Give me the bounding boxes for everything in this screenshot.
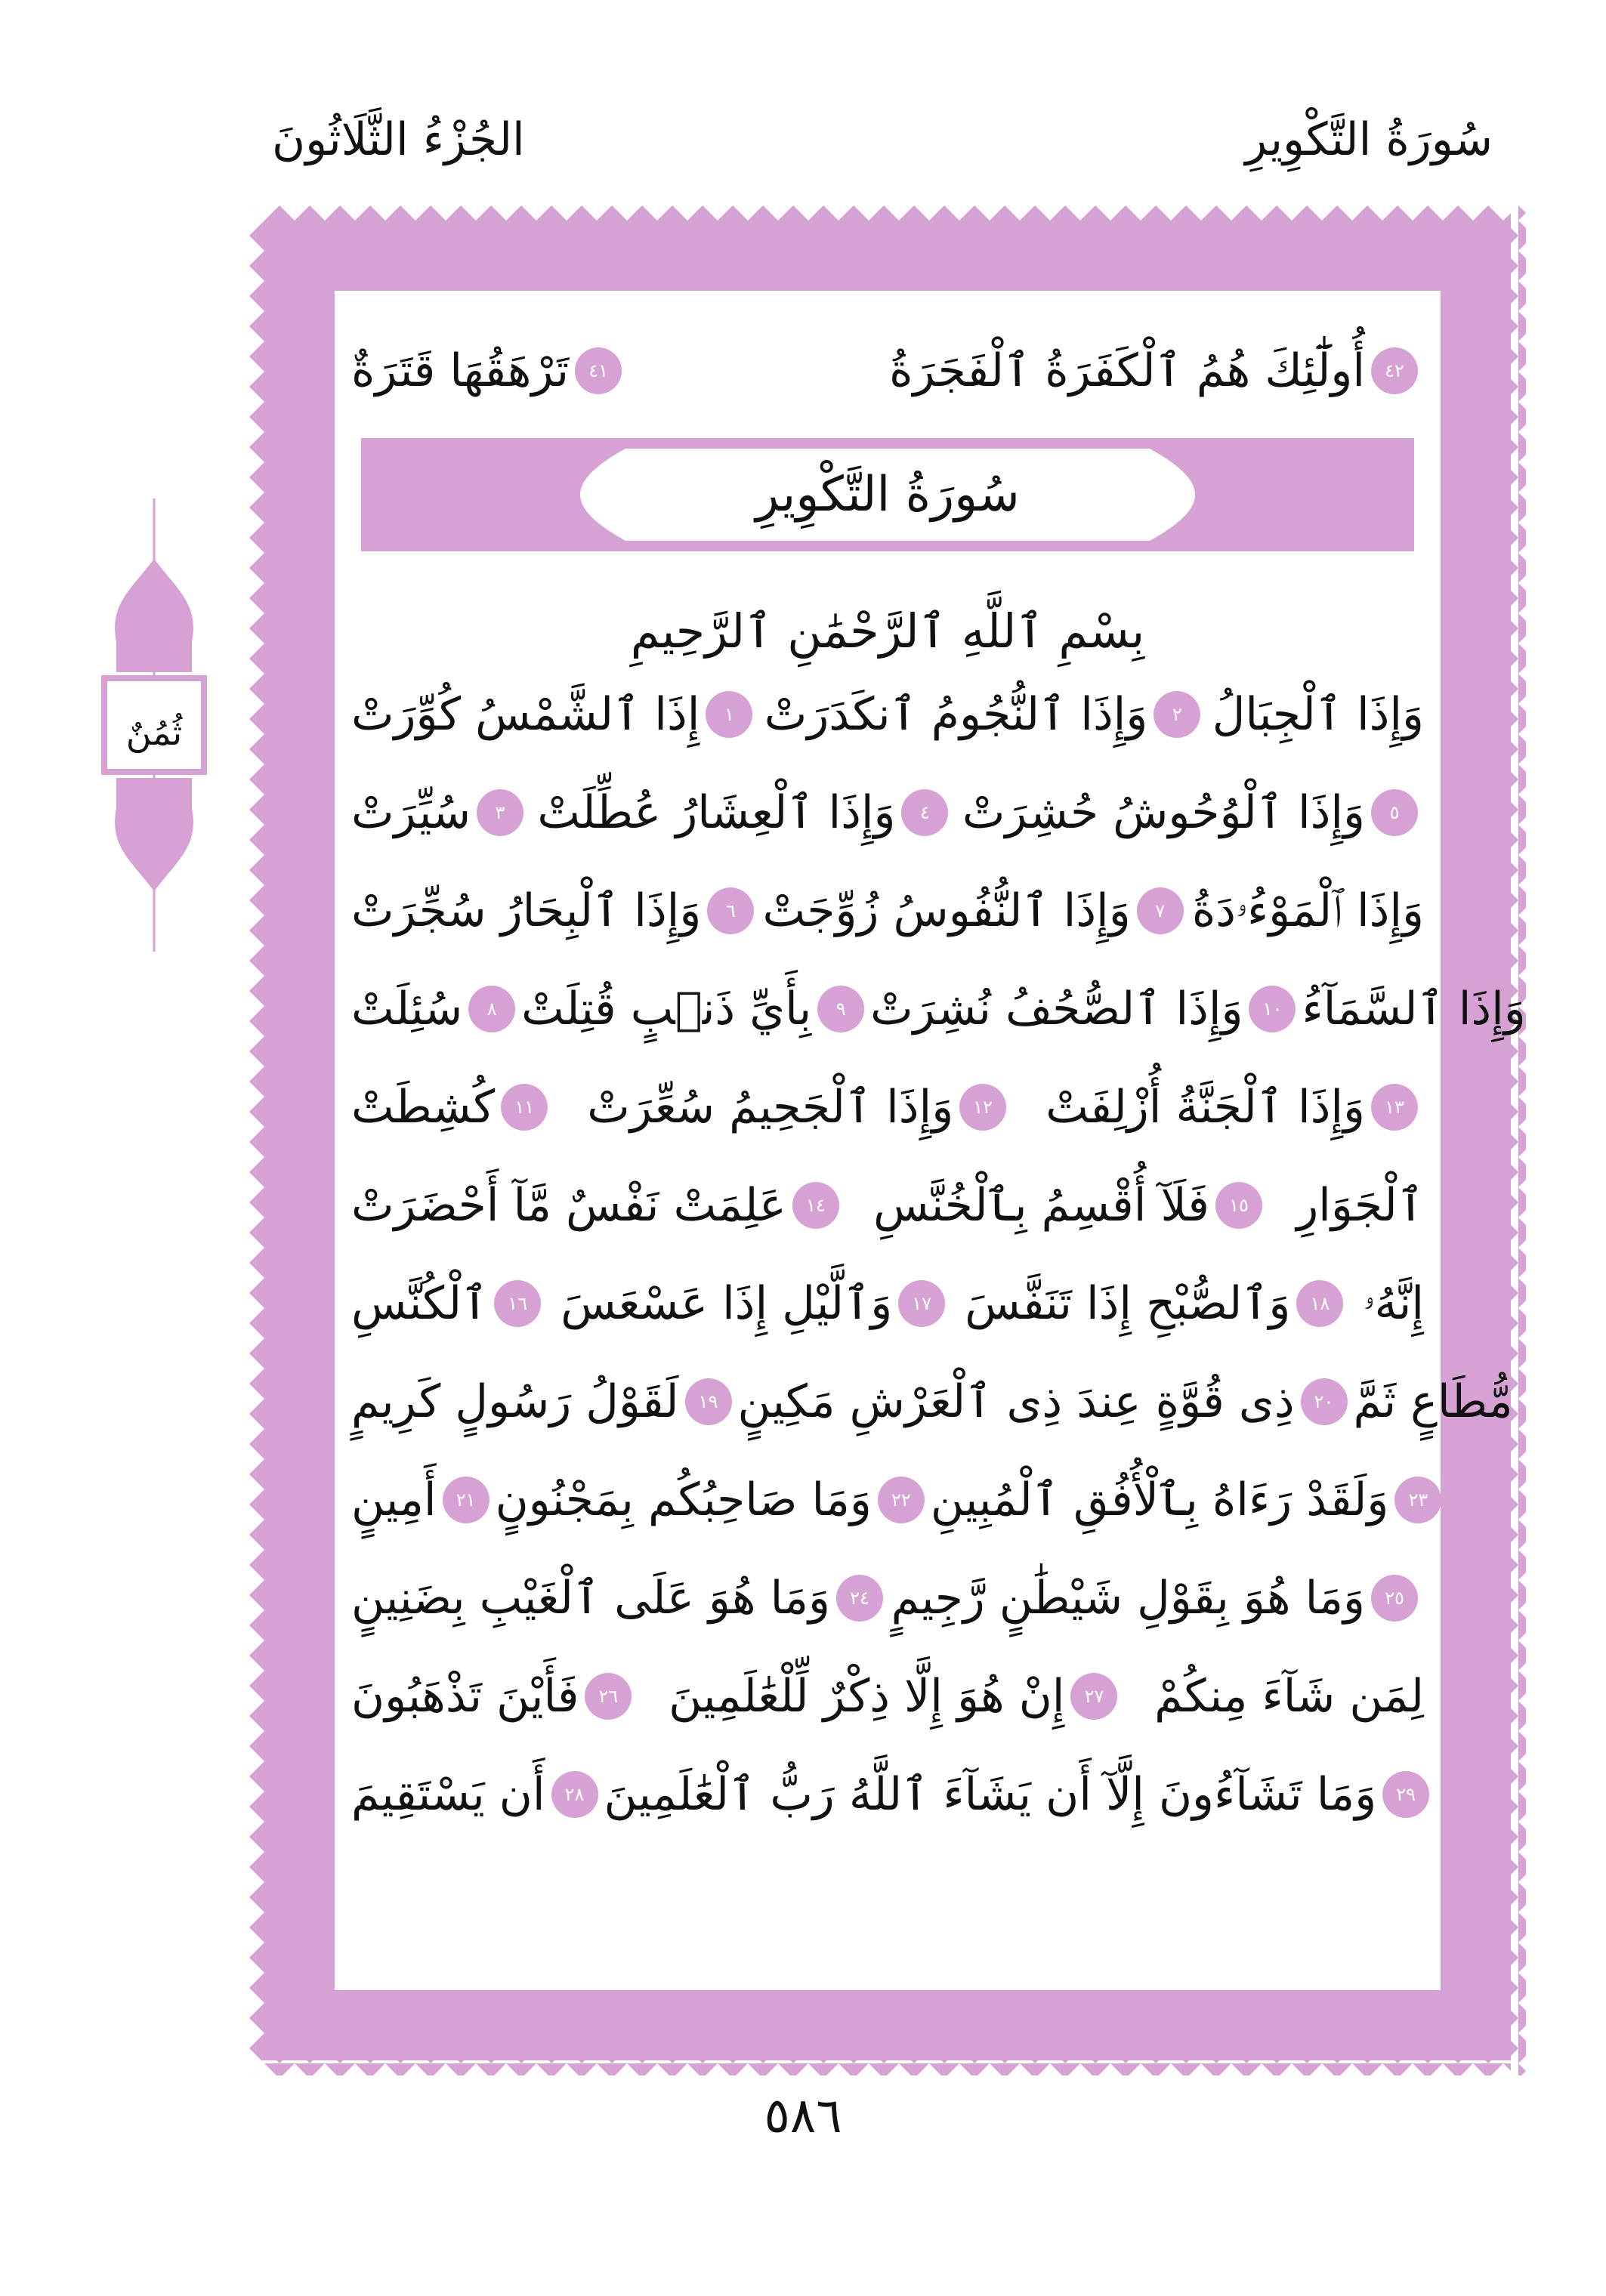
verse-segment (351, 1572, 889, 1625)
ayah-number-marker: ١٣ (1371, 1084, 1418, 1131)
ayah-number-marker: ٢١ (443, 1477, 490, 1523)
verse-segment (738, 1375, 1354, 1428)
verse-text: وَإِذَا ٱلْبِحَارُ سُجِّرَتْ (351, 884, 702, 937)
verse-segment (962, 786, 1424, 839)
verse-segment (351, 1474, 496, 1526)
ayah-number-marker: ٧ (1137, 887, 1184, 934)
ayah-number-marker: ١٦ (494, 1280, 541, 1327)
verse-text: وَإِذَا ٱلسَّمَآءُ (1302, 983, 1526, 1035)
verse-text: وَإِذَا ٱلْمَوْءُۥدَةُ (1191, 884, 1424, 937)
verse-text: سُيِّرَتْ (351, 786, 471, 839)
verse-text: مُّطَاعٍ ثَمَّ (1353, 1375, 1513, 1428)
verse-text: وَٱلصُّبْحِ إِذَا تَنَفَّسَ (965, 1277, 1291, 1330)
verse-text: وَإِذَا ٱلنُّجُومُ ٱنكَدَرَتْ (764, 688, 1148, 741)
verse-text: أُولَٰٓئِكَ هُمُ ٱلْكَفَرَةُ ٱلْفَجَرَةُ (889, 344, 1365, 397)
verse-segment (351, 688, 758, 741)
verse-line (351, 672, 1424, 757)
ayah-number-marker: ٢٩ (1382, 1771, 1429, 1818)
verse-text: لِمَن شَآءَ مِنكُمْ (1154, 1670, 1424, 1723)
top-line (351, 329, 1424, 413)
ayah-number-marker: ١٩ (685, 1378, 732, 1425)
verse-segment (1354, 1375, 1513, 1428)
verse-text: وَمَا هُوَ بِقَوْلِ شَيْطَٰنٍ رَّجِيمٍ (891, 1572, 1365, 1625)
verse-line (351, 1261, 1424, 1346)
verse-segment (521, 983, 870, 1035)
verse-text: تَرْهَقُهَا قَتَرَةٌ (351, 344, 570, 397)
verse-text: وَإِذَا ٱلْجَنَّةُ أُزْلِفَتْ (1045, 1081, 1365, 1134)
verse-text: سُئِلَتْ (351, 983, 463, 1035)
ayah-number-marker: ١٨ (1296, 1280, 1343, 1327)
verse-segment (351, 1277, 547, 1330)
surah-title: سُورَةُ التَّكْوِيرِ (755, 467, 1020, 523)
verse-segment (351, 884, 760, 937)
verse-text: إِنْ هُوَ إِلَّا ذِكْرٌ لِّلْعَٰلَمِينَ (669, 1670, 1065, 1723)
ayah-number-marker: ١٥ (1215, 1182, 1262, 1229)
ayah-number-marker: ١١ (501, 1084, 548, 1131)
verse-line (351, 869, 1424, 953)
verse-segment (889, 344, 1424, 397)
verse-segment (1154, 1670, 1424, 1723)
ayah-number-marker: ٩ (817, 986, 864, 1032)
verse-text: وَمَا تَشَآءُونَ إِلَّآ أَن يَشَآءَ ٱللَّهُ رَبُّ ٱلْعَٰلَمِينَ (604, 1768, 1377, 1821)
ayah-number-marker: ٢٢ (878, 1477, 925, 1523)
verse-text: وَإِذَا ٱلْجَحِيمُ سُعِّرَتْ (587, 1081, 954, 1134)
ayah-number-marker: ٢٧ (1070, 1673, 1117, 1720)
verse-line (351, 1654, 1424, 1739)
ayah-number-marker: ٦ (707, 887, 754, 934)
verse-text: ٱلْجَوَارِ (1296, 1179, 1424, 1232)
verse-text: لَقَوْلُ رَسُولٍ كَرِيمٍ (351, 1375, 679, 1428)
verse-text: وَمَا هُوَ عَلَى ٱلْغَيْبِ بِضَنِينٍ (351, 1572, 831, 1625)
header-surah-name: سُورَةُ التَّكْوِيرِ (1245, 113, 1493, 166)
ayah-number-marker: ٢٤ (836, 1575, 883, 1622)
ayah-number-marker: ٤١ (575, 347, 622, 394)
verse-text: إِنَّهُۥ (1363, 1277, 1424, 1330)
header-juz-name: الجُزْءُ الثَّلَاثُونَ (272, 113, 525, 166)
verse-segment (873, 1179, 1268, 1232)
verse-text: ذِى قُوَّةٍ عِندَ ذِى ٱلْعَرْشِ مَكِينٍ (737, 1375, 1295, 1428)
verse-text: وَإِذَا ٱلْجِبَالُ (1212, 688, 1424, 741)
ayah-number-marker: ٣ (477, 789, 523, 836)
ayah-number-marker: ٢٦ (585, 1673, 632, 1720)
verse-segment (931, 1474, 1447, 1526)
page-number: ٥٨٦ (764, 2088, 842, 2144)
verse-text: فَلَآ أُقْسِمُ بِٱلْخُنَّسِ (873, 1179, 1209, 1232)
verse-line (351, 967, 1526, 1051)
verse-segment (351, 1179, 845, 1232)
verse-text: وَإِذَا ٱلصُّحُفُ نُشِرَتْ (870, 983, 1243, 1035)
verse-segment (1363, 1277, 1424, 1330)
verse-line (351, 1065, 1424, 1150)
verse-text: فَأَيْنَ تَذْهَبُونَ (351, 1670, 579, 1723)
verse-segment (496, 1474, 931, 1526)
verse-segment (561, 1277, 951, 1330)
verse-text: وَإِذَا ٱلْوُحُوشُ حُشِرَتْ (962, 786, 1365, 839)
verse-text: عَلِمَتْ نَفْسٌ مَّآ أَحْضَرَتْ (351, 1179, 786, 1232)
ayah-number-marker: ٢٠ (1301, 1378, 1348, 1425)
ayah-number-marker: ٢ (1154, 691, 1200, 738)
verse-segment (891, 1572, 1424, 1625)
verse-segment (351, 1670, 638, 1723)
verse-text: وَإِذَا ٱلنُّفُوسُ زُوِّجَتْ (762, 884, 1131, 937)
verse-segment (1045, 1081, 1424, 1134)
verse-segment (870, 983, 1302, 1035)
verse-segment (351, 344, 628, 397)
verse-text: وَمَا صَاحِبُكُم بِمَجْنُونٍ (495, 1474, 872, 1526)
ayah-number-marker: ٢٣ (1394, 1477, 1441, 1523)
verse-text: أَمِينٍ (351, 1474, 437, 1526)
surah-title-banner (361, 438, 1414, 551)
verse-segment (1302, 983, 1525, 1035)
verse-line (351, 770, 1424, 855)
ayah-number-marker: ٤٢ (1371, 347, 1418, 394)
verse-text: وَٱلَّيْلِ إِذَا عَسْعَسَ (561, 1277, 893, 1330)
verse-segment (587, 1081, 1012, 1134)
ayah-number-marker: ٢٨ (551, 1771, 598, 1818)
verse-segment (1192, 884, 1424, 937)
verse-segment (762, 884, 1189, 937)
margin-marker-label: ثُمُنٌ (125, 712, 183, 753)
verse-segment (669, 1670, 1123, 1723)
basmala: بِسْمِ ٱللَّهِ ٱلرَّحْمَٰنِ ٱلرَّحِيمِ (630, 603, 1145, 659)
verse-text: بِأَيِّ ذَنۢبٍ قُتِلَتْ (521, 983, 812, 1035)
verse-segment (351, 1081, 554, 1134)
verse-text: وَإِذَا ٱلْعِشَارُ عُطِّلَتْ (537, 786, 896, 839)
verse-text: كُشِطَتْ (351, 1081, 496, 1134)
verse-text: أَن يَسْتَقِيمَ (351, 1768, 545, 1821)
verse-text: ٱلْكُنَّسِ (351, 1277, 489, 1330)
verse-segment (351, 983, 521, 1035)
verse-segment (764, 688, 1207, 741)
ayah-number-marker: ٨ (468, 986, 515, 1032)
verse-line (351, 1359, 1513, 1444)
ayah-number-marker: ٥ (1371, 789, 1418, 836)
verse-line (351, 1556, 1424, 1640)
verse-text: وَلَقَدْ رَءَاهُ بِٱلْأُفُقِ ٱلْمُبِينِ (930, 1474, 1389, 1526)
ayah-number-marker: ٢٥ (1371, 1575, 1418, 1622)
verse-line (351, 1163, 1424, 1248)
verse-segment (965, 1277, 1349, 1330)
ayah-number-marker: ١٠ (1249, 986, 1296, 1032)
verse-segment (537, 786, 954, 839)
verse-segment (1212, 688, 1424, 741)
ayah-number-marker: ١ (706, 691, 752, 738)
verse-segment (351, 1375, 738, 1428)
verse-segment (1296, 1179, 1424, 1232)
verse-line (351, 1752, 1424, 1837)
verse-line (351, 1458, 1428, 1542)
verse-text: إِذَا ٱلشَّمْسُ كُوِّرَتْ (351, 688, 700, 741)
ayah-number-marker: ١٤ (792, 1182, 839, 1229)
verse-segment (351, 786, 530, 839)
ayah-number-marker: ٤ (901, 789, 948, 836)
verse-segment (351, 1768, 604, 1821)
ayah-number-marker: ١٧ (898, 1280, 945, 1327)
verse-segment (604, 1768, 1436, 1821)
ayah-number-marker: ١٢ (959, 1084, 1006, 1131)
